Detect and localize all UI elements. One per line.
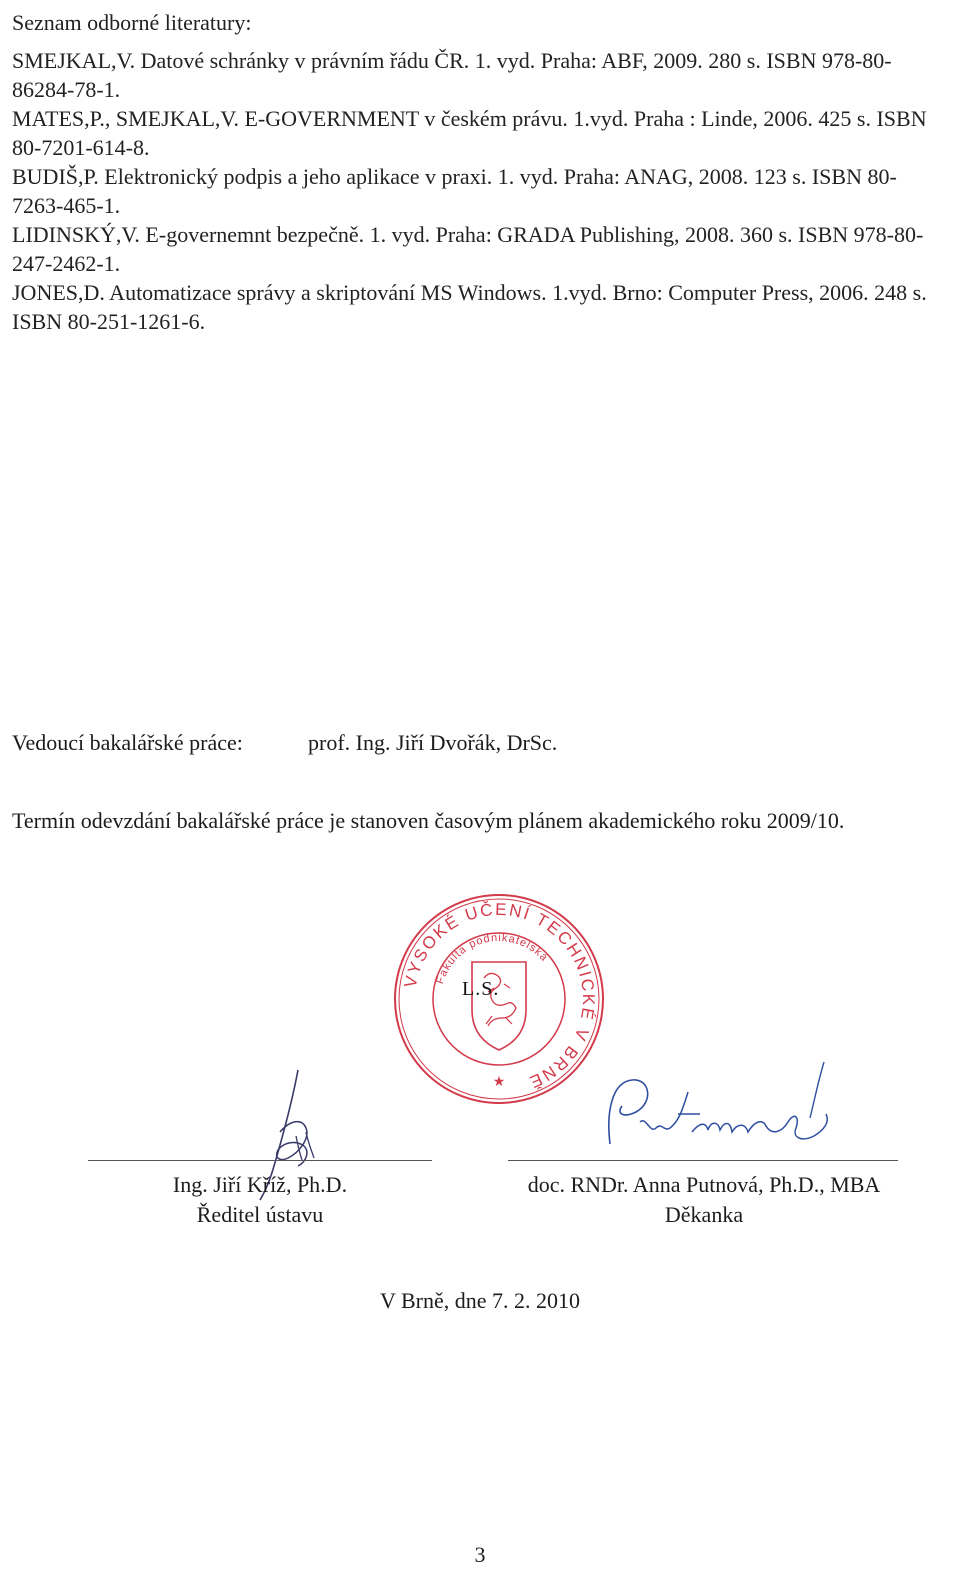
supervisor-name: prof. Ing. Jiří Dvořák, DrSc. [308,730,558,755]
svg-text:VYSOKÉ UČENÍ TECHNICKÉ V BRNĚ [401,900,598,1092]
bibliography-entry: JONES,D. Automatizace správy a skriptování MS Windows. 1.vyd. Brno: Computer Press, 2006. 248 s. ISBN 80-251-1261-6. [12,280,927,334]
signature-right [588,1052,858,1164]
page-number: 3 [474,1542,486,1567]
bibliography-entry: MATES,P., SMEJKAL,V. E-GOVERNMENT v českém právu. 1.vyd. Praha : Linde, 2006. 425 s. ISBN 80-7201-614-8. [12,106,927,160]
deadline-statement: Termín odevzdání bakalářské práce je stanoven časovým plánem akademického roku 2009/10. [12,808,845,833]
supervisor-line [12,728,557,758]
signature-line-left [88,1160,432,1161]
bibliography-heading: Seznam odborné literatury: [12,10,252,35]
official-stamp [392,892,606,1106]
place-and-date: V Brně, dne 7. 2. 2010 [379,1288,581,1313]
bibliography-entry: LIDINSKÝ,V. E-governemnt bezpečně. 1. vyd. Praha: GRADA Publishing, 2008. 360 s. ISBN 978-80-247-2462-1. [12,222,924,276]
bibliography-entry: BUDIŠ,P. Elektronický podpis a jeho aplikace v praxi. 1. vyd. Praha: ANAG, 2008. 123 s. ISBN 80-7263-465-1. [12,164,897,218]
bibliography-list [12,46,942,336]
signatory-left-title: Ředitel ústavu [196,1202,324,1227]
signatory-right-title: Děkanka [664,1202,744,1227]
supervisor-label: Vedoucí bakalářské práce: [12,730,243,755]
stamp-inner-text: Fakulta podnikatelská [434,931,551,986]
bibliography-entry: SMEJKAL,V. Datové schránky v právním řádu ČR. 1. vyd. Praha: ABF, 2009. 280 s. ISBN 978-80-86284-78-1. [12,48,892,102]
stamp-ls-label: L.S. [462,978,500,1000]
stamp-ring-text: VYSOKÉ UČENÍ TECHNICKÉ V BRNĚ [400,899,599,1093]
signatory-right-name: doc. RNDr. Anna Putnová, Ph.D., MBA [527,1172,881,1197]
signature-line-right [508,1160,898,1161]
signatory-left-name: Ing. Jiří Kříž, Ph.D. [172,1172,348,1197]
svg-text:★: ★ [492,1074,506,1090]
